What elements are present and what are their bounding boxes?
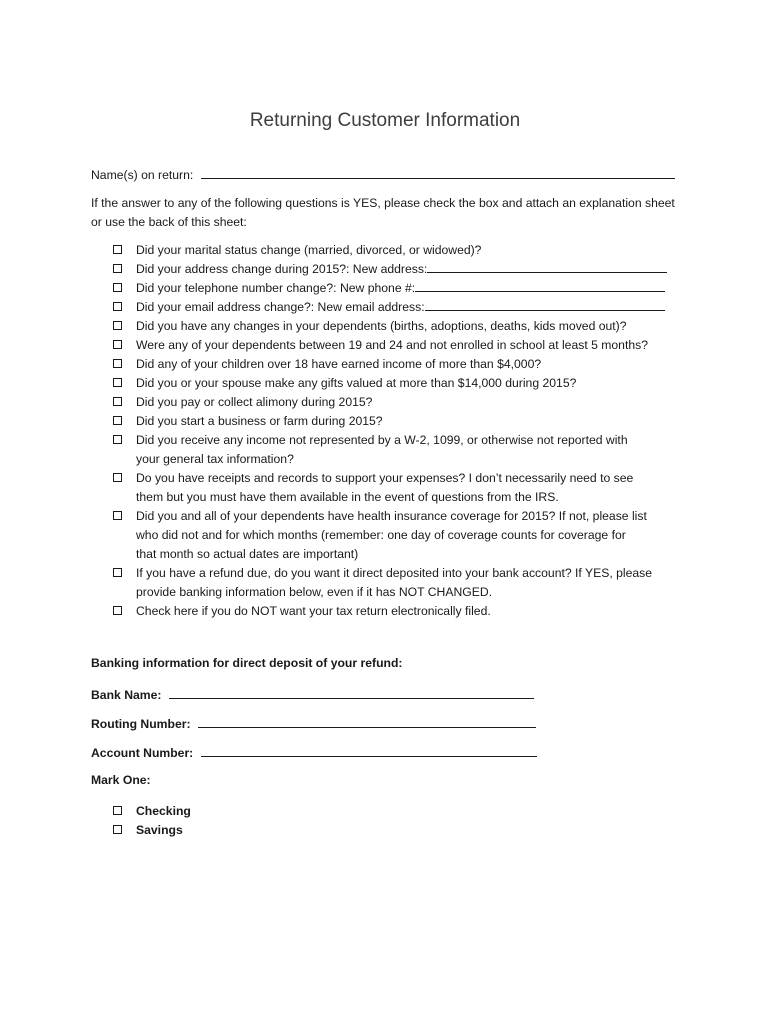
question-checkbox[interactable] — [113, 359, 122, 368]
new-email-field[interactable] — [425, 298, 665, 311]
question-text: If you have a refund due, do you want it direct deposited into your bank account? If YES, please — [136, 566, 653, 580]
question-text: Did your telephone number change?: New phone #: — [136, 281, 416, 295]
question-checkbox[interactable] — [113, 416, 122, 425]
question-text-row — [136, 279, 665, 298]
question-text: Did you receive any income not represented by a W-2, 1099, or otherwise not reported with — [136, 433, 628, 447]
question-text-continued: your general tax information? — [136, 452, 294, 466]
page-title: Returning Customer Information — [249, 110, 521, 131]
savings-label: Savings — [136, 823, 183, 837]
new-phone-field[interactable] — [415, 279, 665, 292]
question-checkbox[interactable] — [113, 378, 122, 387]
bank-name-label: Bank Name: — [91, 688, 162, 702]
names-on-return-label: Name(s) on return: — [91, 168, 194, 182]
savings-checkbox[interactable] — [113, 825, 122, 834]
question-text: Did you or your spouse make any gifts valued at more than $14,000 during 2015? — [136, 376, 577, 390]
instructions-text: If the answer to any of the following questions is YES, please check the box and attach an explanation sheet or use the back of this sheet: — [91, 196, 675, 229]
question-text: Did your marital status change (married, divorced, or widowed)? — [136, 243, 482, 257]
question-checkbox[interactable] — [113, 606, 122, 615]
account-number-row — [91, 744, 537, 760]
question-text-continued: who did not and for which months (remember: one day of coverage counts for coverage for — [136, 528, 626, 542]
question-text: Do you have receipts and records to support your expenses? I don’t necessarily need to see — [136, 471, 634, 485]
bank-name-row — [91, 686, 534, 702]
question-checkbox[interactable] — [113, 568, 122, 577]
question-text: Did you pay or collect alimony during 2015? — [136, 395, 373, 409]
routing-number-label: Routing Number: — [91, 717, 191, 731]
question-checkbox[interactable] — [113, 340, 122, 349]
question-text: Did your address change during 2015?: New address: — [136, 262, 428, 276]
routing-number-field[interactable] — [198, 715, 536, 728]
bank-name-field[interactable] — [169, 686, 534, 699]
question-text-row — [136, 260, 667, 279]
question-text-continued: provide banking information below, even if it has NOT CHANGED. — [136, 585, 493, 599]
question-text: Check here if you do NOT want your tax return electronically filed. — [136, 604, 491, 618]
question-text: Did any of your children over 18 have earned income of more than $4,000? — [136, 357, 542, 371]
account-number-field[interactable] — [201, 744, 537, 757]
question-text: Were any of your dependents between 19 and 24 and not enrolled in school at least 5 months? — [136, 338, 648, 352]
question-checkbox[interactable] — [113, 473, 122, 482]
question-text-continued: them but you must have them available in the event of questions from the IRS. — [136, 490, 559, 504]
question-checkbox[interactable] — [113, 245, 122, 254]
question-checkbox[interactable] — [113, 397, 122, 406]
checking-checkbox[interactable] — [113, 806, 122, 815]
mark-one-label: Mark One: — [91, 773, 151, 787]
question-text: Did your email address change?: New email address: — [136, 300, 425, 314]
new-address-field[interactable] — [427, 260, 667, 273]
question-text: Did you start a business or farm during 2015? — [136, 414, 383, 428]
checking-label: Checking — [136, 804, 191, 818]
names-on-return-row — [91, 166, 675, 182]
question-checkbox[interactable] — [113, 264, 122, 273]
question-checkbox[interactable] — [113, 511, 122, 520]
names-on-return-field[interactable] — [201, 166, 675, 179]
question-text-continued: that month so actual dates are important) — [136, 547, 359, 561]
question-text: Did you have any changes in your dependents (births, adoptions, deaths, kids moved out)? — [136, 319, 627, 333]
routing-number-row — [91, 715, 536, 731]
question-text: Did you and all of your dependents have health insurance coverage for 2015? If not, please list — [136, 509, 647, 523]
question-checkbox[interactable] — [113, 321, 122, 330]
question-checkbox[interactable] — [113, 283, 122, 292]
account-number-label: Account Number: — [91, 746, 194, 760]
banking-heading: Banking information for direct deposit of your refund: — [91, 656, 403, 670]
question-checkbox[interactable] — [113, 302, 122, 311]
question-text-row — [136, 298, 665, 317]
question-checkbox[interactable] — [113, 435, 122, 444]
